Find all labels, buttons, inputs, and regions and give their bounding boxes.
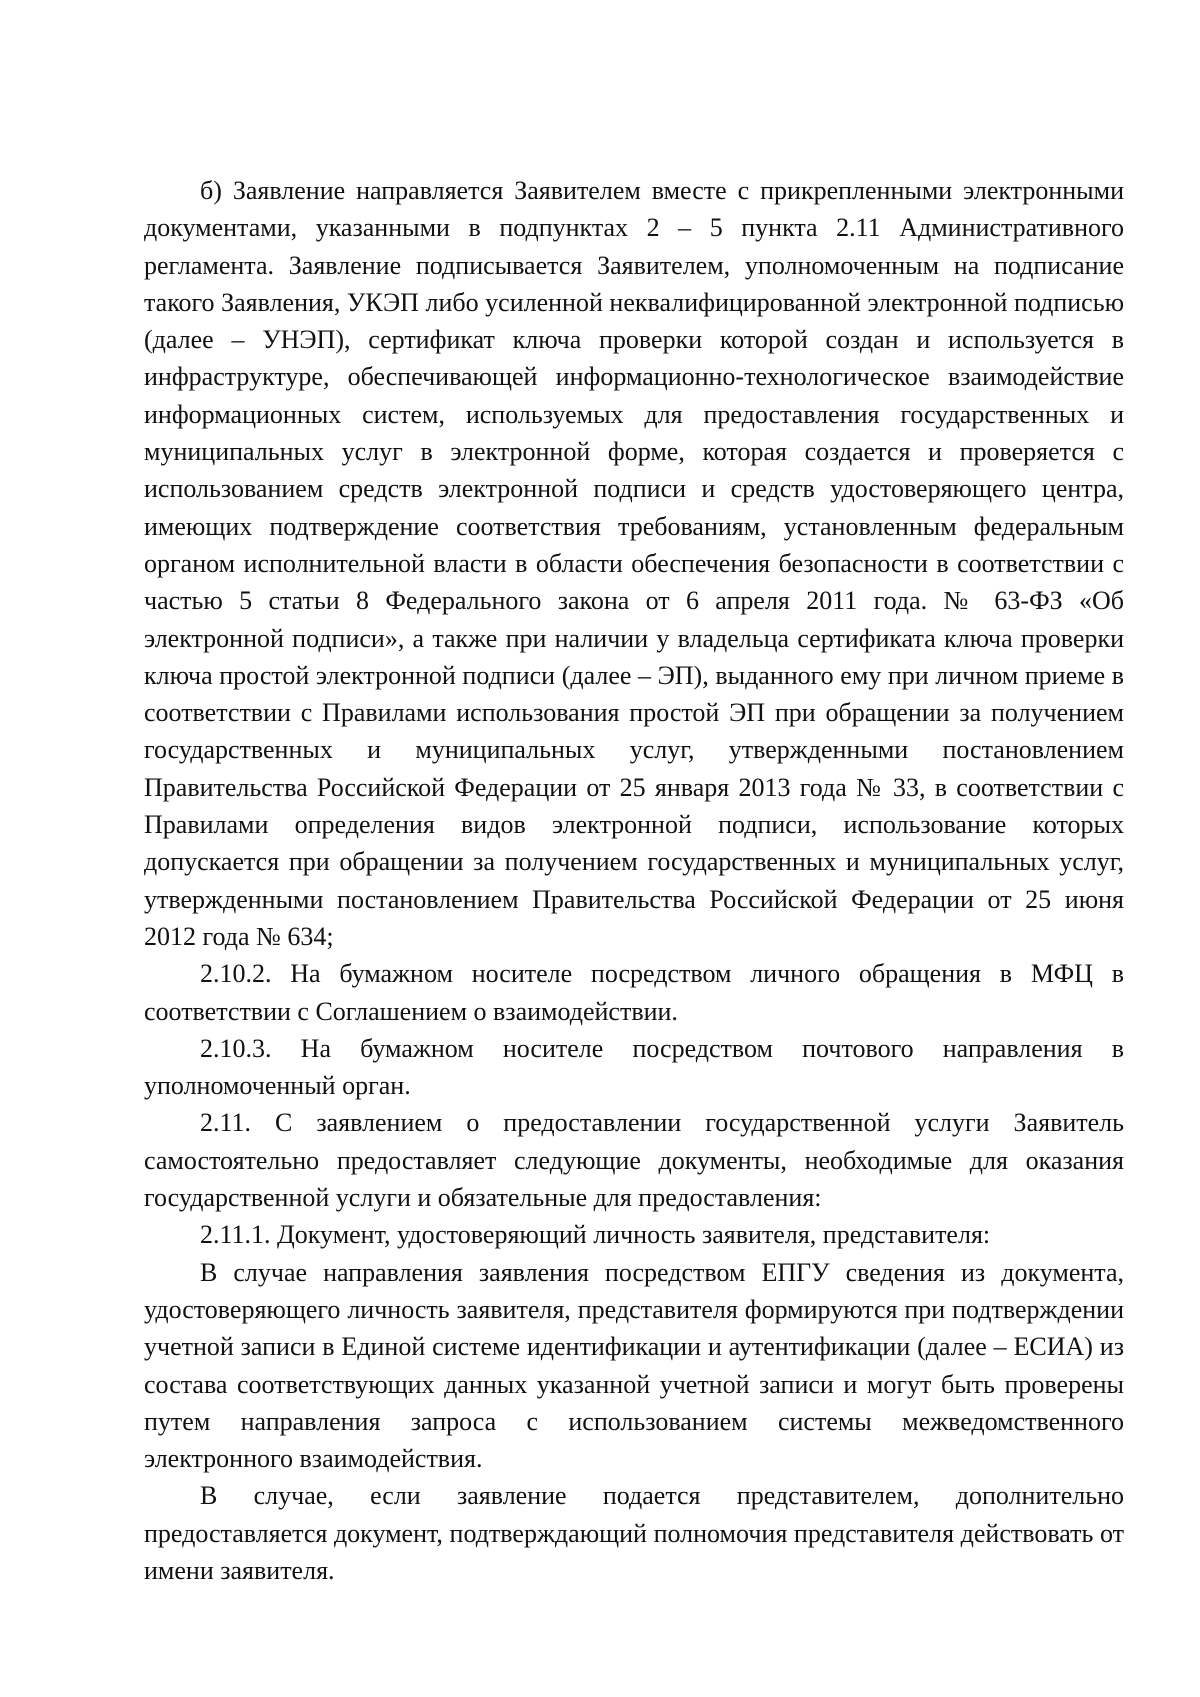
paragraph-representative: В случае, если заявление подается представителем, дополнительно предоставляется документ, подтверждающий полномочия представителя действовать от имени заявителя. [144,1481,1124,1585]
paragraph-electronic-signature: б) Заявление направляется Заявителем вместе с прикрепленными электронными документами, указанными в подпунктах 2 – 5 пункта 2.11 Административного регламента. Заявление подписывается Заявителем, уполномоченным на подписание такого Заявления, УКЭП либо усиленной неквалифицированной электронной подписью (далее – УНЭП), сертификат ключа проверки которой создан и используется в инфраструктуре, обеспечивающей информационно-технологическое взаимодействие информационных систем, используемых для предоставления государственных и муниципальных услуг в электронной форме, которая создается и проверяется с использованием средств электронной подписи и средств удостоверяющего центра, имеющих подтверждение соответствия требованиям, установленным федеральным органом исполнительной власти в области обеспечения безопасности в соответствии с частью 5 статьи 8 Федерального закона от 6 апреля 2011 года. № 63-ФЗ «Об электронной подписи», а также при наличии у владельца сертификата ключа проверки ключа простой электронной подписи (далее – ЭП), выданного ему при личном приеме в соответствии с Правилами использования простой ЭП при обращении за получением государственных и муниципальных услуг, утвержденными постановлением Правительства Российской Федерации от 25 января 2013 года № 33, в соответствии с Правилами определения видов электронной подписи, использование которых допускается при обращении за получением государственных и муниципальных услуг, утвержденными постановлением Правительства Российской Федерации от 25 июня 2012 года № 634; [144,176,1124,951]
paragraph-2-11: 2.11. С заявлением о предоставлении государственной услуги Заявитель самостоятельно предоставляет следующие документы, необходимые для оказания государственной услуги и обязательные для предоставления: [144,1108,1124,1213]
paragraph-2-10-3: 2.10.3. На бумажном носителе посредством почтового направления в уполномоченный орган. [144,1033,1124,1101]
paragraph-2-10-2: 2.10.2. На бумажном носителе посредством личного обращения в МФЦ в соответствии с Соглашением о взаимодействии. [144,959,1124,1026]
paragraph-epgu-esia: В случае направления заявления посредством ЕПГУ сведения из документа, удостоверяющего личность заявителя, представителя формируются при подтверждении учетной записи в Единой системе идентификации и аутентификации (далее – ЕСИА) из состава соответствующих данных указанной учетной записи и могут быть проверены путем направления запроса с использованием системы межведомственного электронного взаимодействия. [144,1257,1124,1474]
document-body [144,172,1124,1589]
paragraph-2-11-1: 2.11.1. Документ, удостоверяющий личность заявителя, представителя: [200,1220,991,1250]
